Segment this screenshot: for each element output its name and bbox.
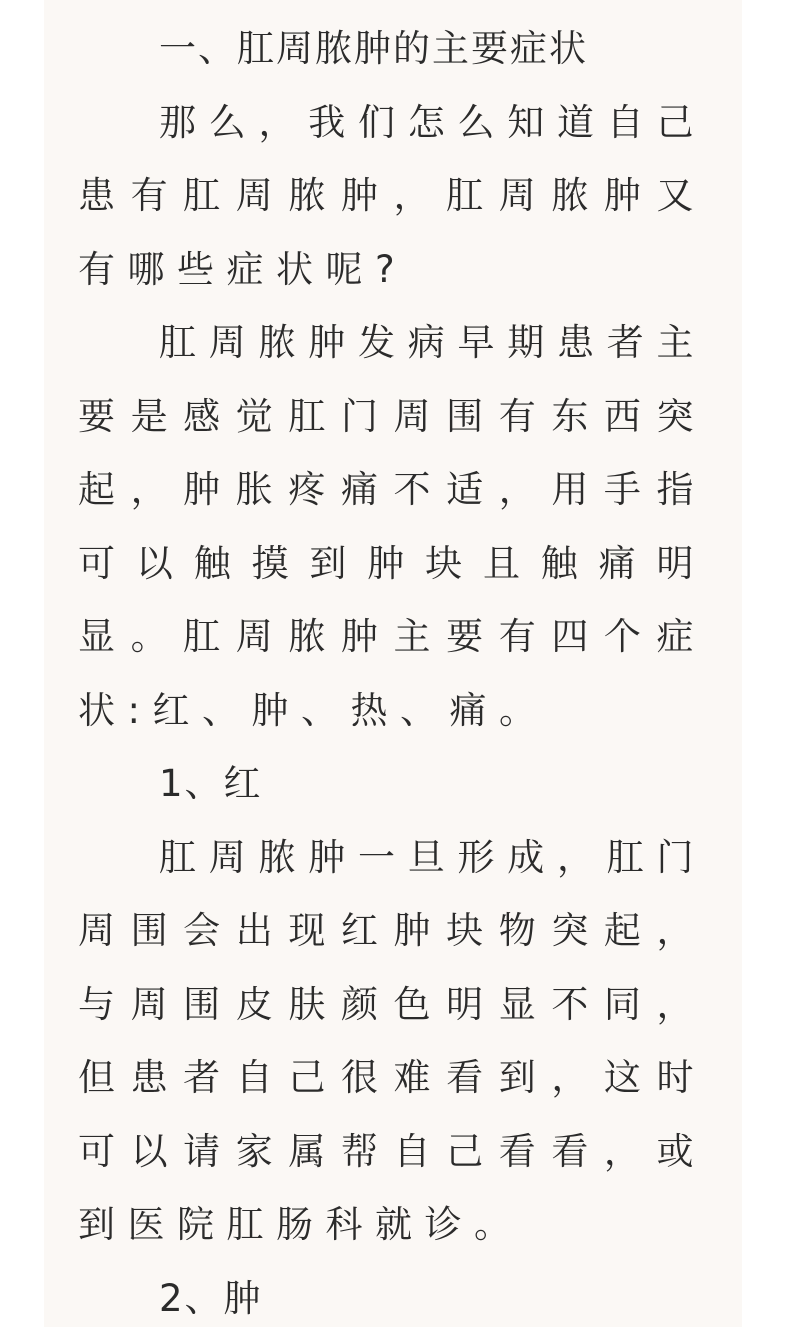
- paragraph-red: 肛周脓肿一旦形成，肛门周围会出现红肿块物突起，与周围皮肤颜色明显不同，但患者自己很难看到，这时可以请家属帮自己看看，或到医院肛肠科就诊。: [78, 835, 706, 1246]
- subheading-red: 1、红: [159, 762, 263, 805]
- paragraph-early-symptoms: 肛周脓肿发病早期患者主要是感觉肛门周围有东西突起，肿胀疼痛不适，用手指可以触摸到肿块且触痛明显。肛周脓肿主要有四个症状:红、肿、热、痛。: [78, 321, 706, 732]
- article-body: [78, 12, 706, 1327]
- subheading-swelling: 2、肿: [159, 1276, 263, 1320]
- article-page: [44, 0, 742, 1327]
- paragraph-intro: 那么，我们怎么知道自己患有肛周脓肿，肛周脓肿又有哪些症状呢?: [78, 100, 706, 291]
- section-heading: 一、肛周脓肿的主要症状: [159, 27, 588, 70]
